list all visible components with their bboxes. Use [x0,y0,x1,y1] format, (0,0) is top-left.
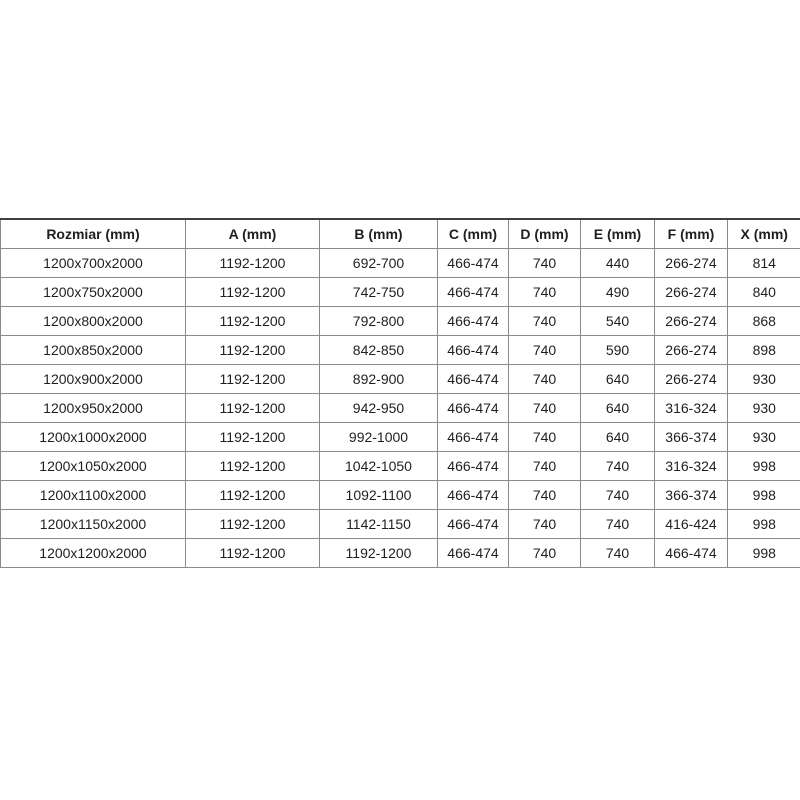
table-cell-a: 1192-1200 [186,393,320,422]
table-cell-b: 892-900 [320,364,438,393]
table-body [1,248,800,567]
table-cell-rozmiar: 1200x850x2000 [1,335,186,364]
spec-table [0,218,800,568]
table-cell-d: 740 [509,393,581,422]
table-cell-x: 998 [728,451,800,480]
table-cell-f: 266-274 [655,364,728,393]
table-cell-rozmiar: 1200x1050x2000 [1,451,186,480]
header-row [1,219,800,248]
table-cell-f: 366-374 [655,422,728,451]
table-cell-f: 316-324 [655,393,728,422]
table-cell-x: 814 [728,248,800,277]
table-cell-x: 930 [728,422,800,451]
table-cell-rozmiar: 1200x1100x2000 [1,480,186,509]
table-cell-f: 266-274 [655,277,728,306]
table-cell-b: 1042-1050 [320,451,438,480]
table-cell-d: 740 [509,248,581,277]
table-cell-rozmiar: 1200x800x2000 [1,306,186,335]
table-cell-e: 490 [581,277,655,306]
table-cell-e: 640 [581,393,655,422]
table-cell-d: 740 [509,538,581,567]
table-cell-d: 740 [509,364,581,393]
table-cell-rozmiar: 1200x750x2000 [1,277,186,306]
table-cell-f: 466-474 [655,538,728,567]
table-cell-b: 742-750 [320,277,438,306]
table-cell-b: 1142-1150 [320,509,438,538]
table-cell-d: 740 [509,335,581,364]
column-header-x: X (mm) [728,219,800,248]
table-cell-c: 466-474 [438,277,509,306]
table-cell-c: 466-474 [438,422,509,451]
table-cell-x: 840 [728,277,800,306]
column-header-a: A (mm) [186,219,320,248]
table-row [1,335,800,364]
table-cell-x: 868 [728,306,800,335]
table-cell-rozmiar: 1200x900x2000 [1,364,186,393]
table-cell-f: 366-374 [655,480,728,509]
table-cell-a: 1192-1200 [186,509,320,538]
table-cell-c: 466-474 [438,306,509,335]
table-cell-c: 466-474 [438,509,509,538]
table-cell-b: 1192-1200 [320,538,438,567]
column-header-e: E (mm) [581,219,655,248]
table-row [1,277,800,306]
table-cell-a: 1192-1200 [186,364,320,393]
table-cell-d: 740 [509,480,581,509]
table-cell-c: 466-474 [438,393,509,422]
column-header-rozmiar: Rozmiar (mm) [1,219,186,248]
table-cell-x: 998 [728,480,800,509]
table-cell-e: 440 [581,248,655,277]
table-cell-c: 466-474 [438,364,509,393]
table-cell-c: 466-474 [438,451,509,480]
table-cell-d: 740 [509,277,581,306]
table-cell-f: 266-274 [655,335,728,364]
table-cell-a: 1192-1200 [186,480,320,509]
table-cell-e: 740 [581,538,655,567]
table-cell-c: 466-474 [438,335,509,364]
table-cell-c: 466-474 [438,248,509,277]
table-cell-c: 466-474 [438,538,509,567]
table-cell-rozmiar: 1200x950x2000 [1,393,186,422]
table-row [1,451,800,480]
table-cell-x: 898 [728,335,800,364]
table-cell-e: 740 [581,509,655,538]
table-cell-f: 266-274 [655,248,728,277]
table-row [1,480,800,509]
table-cell-a: 1192-1200 [186,277,320,306]
spec-table-wrapper [0,218,800,568]
table-cell-x: 998 [728,538,800,567]
table-cell-b: 692-700 [320,248,438,277]
table-cell-x: 998 [728,509,800,538]
table-row [1,538,800,567]
table-cell-a: 1192-1200 [186,451,320,480]
table-cell-d: 740 [509,306,581,335]
column-header-c: C (mm) [438,219,509,248]
table-cell-d: 740 [509,509,581,538]
table-cell-rozmiar: 1200x1000x2000 [1,422,186,451]
table-cell-e: 590 [581,335,655,364]
table-cell-f: 316-324 [655,451,728,480]
column-header-f: F (mm) [655,219,728,248]
table-cell-b: 942-950 [320,393,438,422]
table-cell-x: 930 [728,393,800,422]
table-cell-e: 640 [581,422,655,451]
table-cell-f: 266-274 [655,306,728,335]
table-cell-e: 540 [581,306,655,335]
table-cell-a: 1192-1200 [186,306,320,335]
table-row [1,248,800,277]
table-cell-c: 466-474 [438,480,509,509]
table-cell-d: 740 [509,451,581,480]
table-row [1,306,800,335]
table-cell-a: 1192-1200 [186,335,320,364]
table-cell-a: 1192-1200 [186,422,320,451]
table-cell-e: 640 [581,364,655,393]
table-cell-d: 740 [509,422,581,451]
table-cell-rozmiar: 1200x1200x2000 [1,538,186,567]
table-header [1,219,800,248]
table-row [1,364,800,393]
table-cell-rozmiar: 1200x700x2000 [1,248,186,277]
table-cell-f: 416-424 [655,509,728,538]
table-cell-rozmiar: 1200x1150x2000 [1,509,186,538]
table-cell-b: 792-800 [320,306,438,335]
table-cell-a: 1192-1200 [186,538,320,567]
table-cell-a: 1192-1200 [186,248,320,277]
table-row [1,422,800,451]
column-header-d: D (mm) [509,219,581,248]
table-row [1,393,800,422]
table-cell-e: 740 [581,480,655,509]
table-cell-b: 992-1000 [320,422,438,451]
table-cell-x: 930 [728,364,800,393]
column-header-b: B (mm) [320,219,438,248]
table-row [1,509,800,538]
table-cell-b: 1092-1100 [320,480,438,509]
table-cell-e: 740 [581,451,655,480]
table-cell-b: 842-850 [320,335,438,364]
